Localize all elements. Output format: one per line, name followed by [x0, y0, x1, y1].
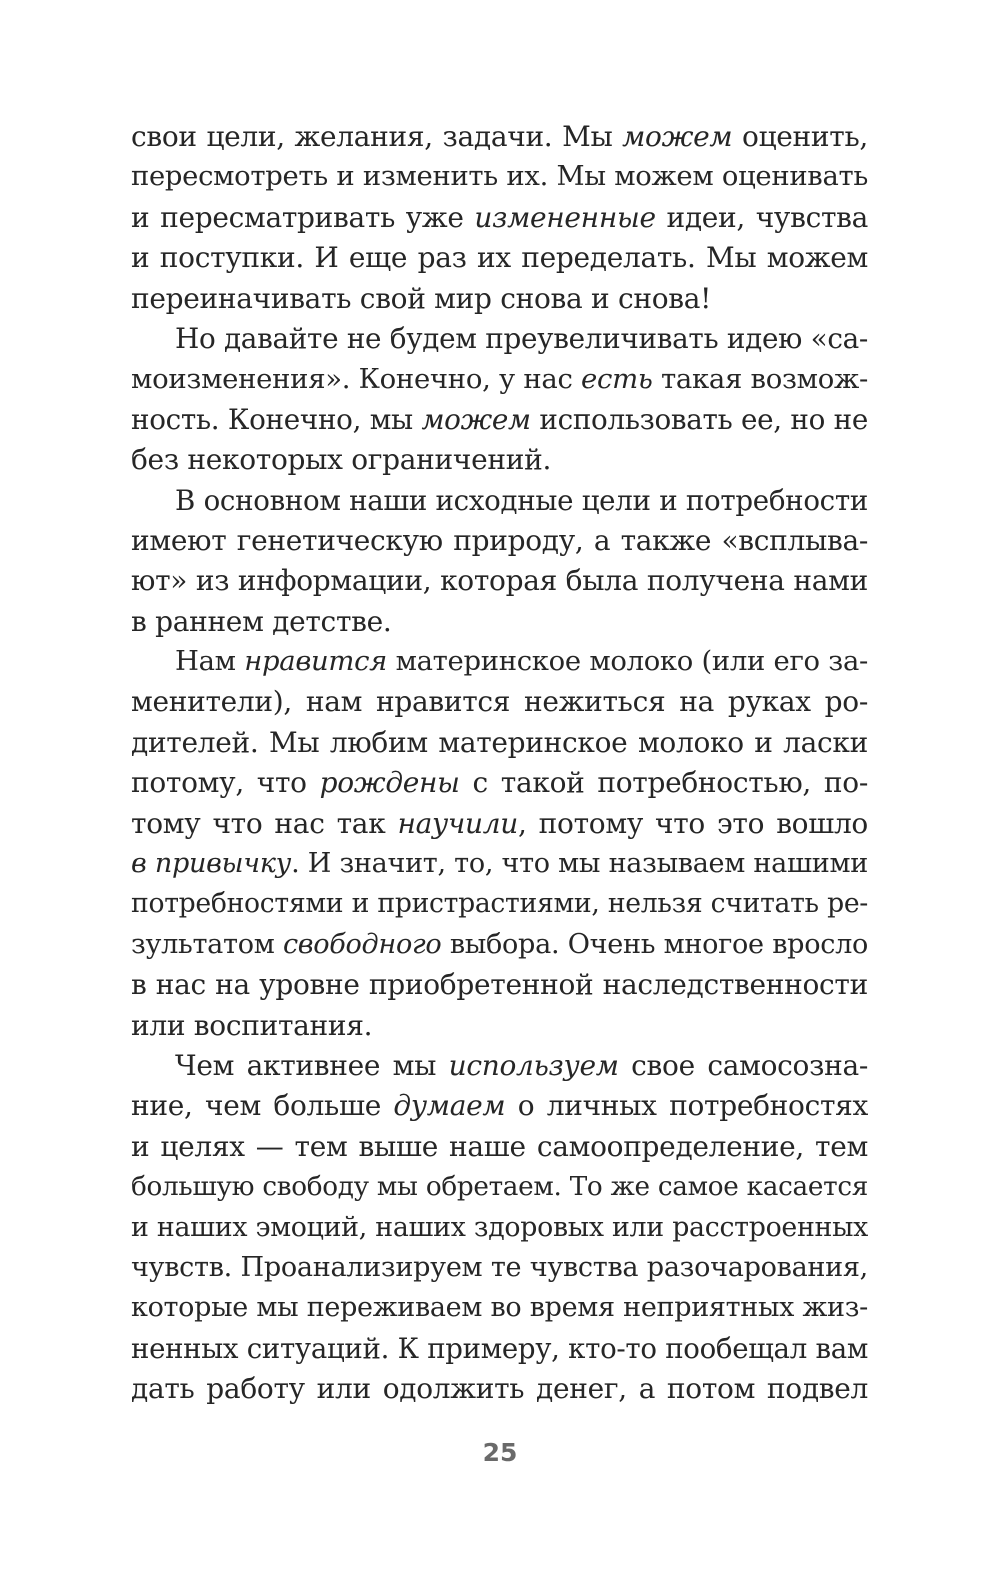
text-line — [131, 400, 868, 440]
text-line — [131, 198, 868, 238]
text-segment: в нас на уровне приобретенной наследственности — [131, 968, 868, 1002]
italic-text: научили — [397, 806, 519, 840]
text-line — [131, 319, 868, 359]
text-segment: о личных потребностях — [505, 1089, 868, 1123]
italic-text: можем — [421, 402, 531, 436]
text-segment: выбора. Очень многое вросло — [441, 928, 868, 960]
italic-text: думаем — [393, 1089, 506, 1123]
italic-text: нравится — [244, 646, 388, 678]
text-line — [131, 440, 868, 480]
text-segment: моизменения». Конечно, у нас — [131, 363, 582, 396]
paragraph — [131, 117, 868, 319]
text-line — [131, 1208, 868, 1248]
text-segment: без некоторых ограничений. — [131, 443, 552, 477]
text-segment: . И значит, то, что мы называем нашими — [291, 848, 869, 880]
text-segment: или воспитания. — [131, 1008, 373, 1042]
text-line — [131, 682, 868, 722]
text-segment: и наших эмоций, наших здоровых или расстроенных — [131, 1211, 868, 1243]
text-segment: которые мы переживаем во время неприятных жиз- — [131, 1292, 868, 1324]
text-segment: и целях — тем выше наше самоопределение, тем — [131, 1129, 868, 1163]
text-segment: оценить, — [732, 120, 869, 153]
text-segment: Нам — [175, 646, 245, 678]
text-segment: и пересматривать уже — [131, 200, 475, 234]
italic-text: измененные — [474, 200, 656, 234]
text-line — [131, 965, 868, 1005]
italic-text: можем — [622, 120, 733, 153]
text-line — [131, 602, 868, 642]
italic-text: в привычку — [131, 848, 292, 880]
text-segment: переиначивать свой мир снова и снова! — [131, 281, 712, 315]
text-segment: менители), нам нравится нежиться на руках ро- — [131, 685, 868, 719]
text-line — [131, 117, 868, 157]
paragraph — [131, 1046, 868, 1410]
text-segment: материнское молоко (или его за- — [387, 646, 868, 678]
page-number: 25 — [482, 1438, 518, 1467]
text-segment: с такой потребностью, по- — [459, 766, 868, 800]
paragraph — [131, 642, 868, 1046]
text-segment: и поступки. И еще раз их переделать. Мы можем — [131, 241, 868, 275]
text-segment: дать работу или одолжить денег, а потом подвел — [131, 1372, 868, 1406]
text-segment: имеют генетическую природу, а также «всплыва- — [131, 523, 868, 557]
text-segment: такая возмож- — [652, 363, 868, 396]
text-line — [131, 561, 868, 601]
text-line — [131, 884, 868, 924]
text-line — [131, 642, 868, 682]
text-segment: тому что нас так — [131, 806, 398, 840]
text-line — [131, 238, 868, 278]
text-line — [131, 1127, 868, 1167]
text-line — [131, 1248, 868, 1288]
text-segment: идеи, чувства — [655, 200, 869, 234]
italic-text: рождены — [319, 766, 460, 800]
text-segment: свое самосозна- — [618, 1048, 869, 1082]
text-line — [131, 1006, 868, 1046]
text-segment: зультатом — [131, 928, 283, 960]
italic-text: свободного — [282, 928, 442, 960]
italic-text: используем — [448, 1048, 619, 1082]
italic-text: есть — [581, 363, 653, 396]
text-segment: ние, чем больше — [131, 1089, 394, 1123]
text-line — [131, 481, 868, 521]
text-segment: большую свободу мы обретаем. То же самое касается — [131, 1172, 868, 1203]
text-line — [131, 359, 868, 399]
text-segment: пересмотреть и изменить их. Мы можем оценивать — [131, 161, 868, 193]
text-line — [131, 157, 868, 197]
text-segment: потому, что — [131, 766, 320, 800]
text-segment: , потому что это вошло — [518, 806, 868, 840]
text-segment: Чем активнее мы — [175, 1048, 449, 1082]
text-line — [131, 804, 868, 844]
text-line — [131, 521, 868, 561]
text-line — [131, 1167, 868, 1207]
paragraph — [131, 481, 868, 643]
paragraph — [131, 319, 868, 481]
text-line — [131, 1329, 868, 1369]
text-segment: использовать ее, но не — [530, 402, 868, 436]
text-segment: в раннем детстве. — [131, 604, 392, 638]
text-line — [131, 763, 868, 803]
text-segment: свои цели, желания, задачи. Мы — [131, 120, 623, 153]
text-segment: ность. Конечно, мы — [131, 402, 422, 436]
text-line — [131, 723, 868, 763]
text-line — [131, 279, 868, 319]
text-line — [131, 844, 868, 884]
body-text — [131, 117, 868, 1410]
text-line — [131, 1086, 868, 1126]
text-segment: чувств. Проанализируем те чувства разочарования, — [131, 1251, 868, 1283]
text-line — [131, 1369, 868, 1409]
text-segment: В основном наши исходные цели и потребности — [175, 483, 868, 517]
text-segment: Но давайте не будем преувеличивать идею «са- — [175, 321, 868, 355]
text-segment: потребностями и пристрастиями, нельзя считать ре- — [131, 888, 868, 920]
text-segment: дителей. Мы любим материнское молоко и ласки — [131, 725, 868, 759]
text-line — [131, 1288, 868, 1328]
text-line — [131, 925, 868, 965]
text-line — [131, 1046, 868, 1086]
text-segment: ненных ситуаций. К примеру, кто-то пообещал вам — [131, 1331, 868, 1365]
text-segment: ют» из информации, которая была получена нами — [131, 564, 868, 598]
